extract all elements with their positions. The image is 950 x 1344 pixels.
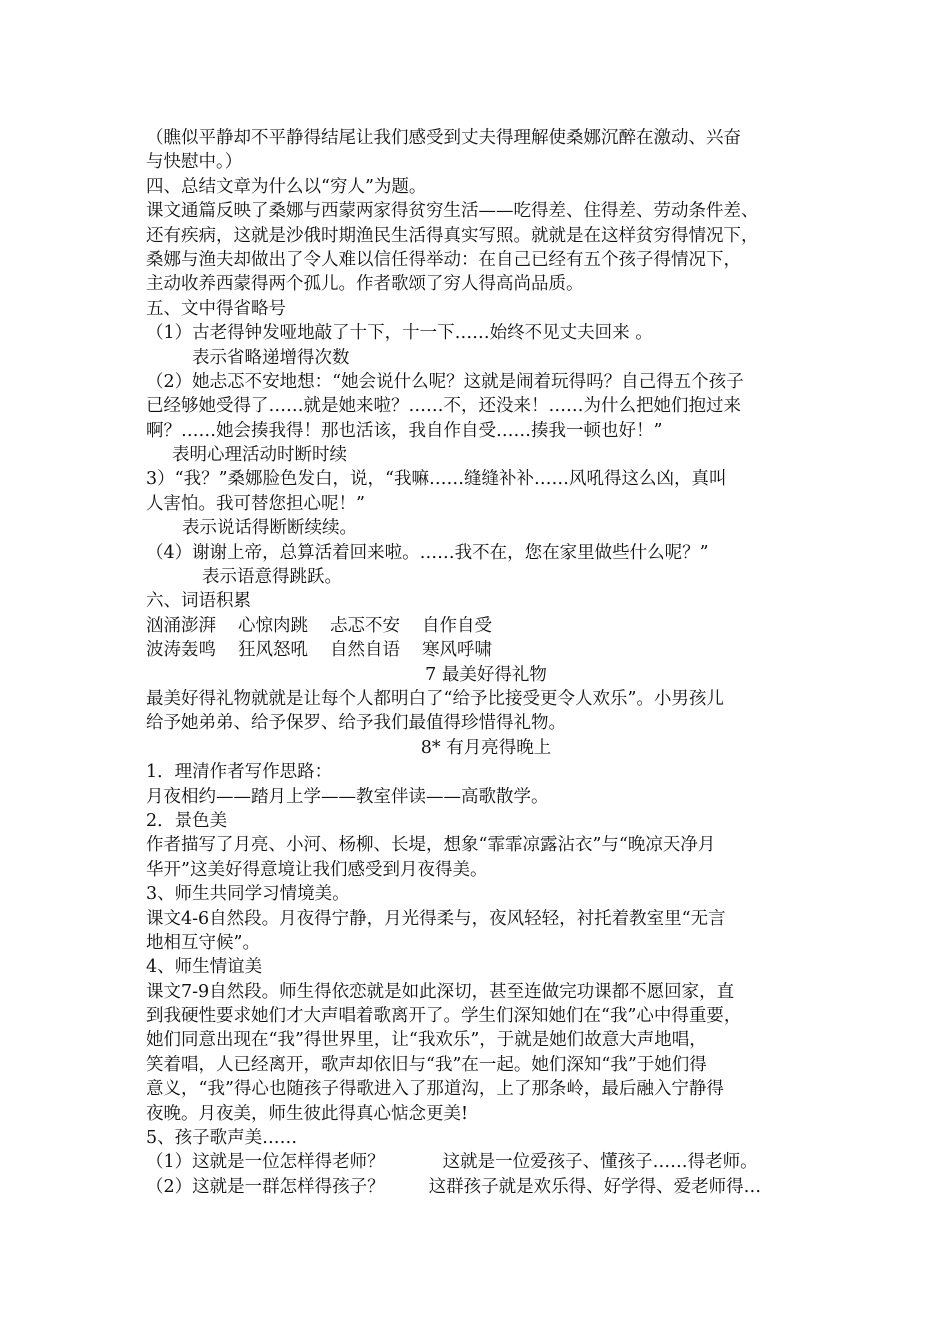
- example-line: （2）她忐忑不安地想：“她会说什么呢？这就是闹着玩得吗？自己得五个孩子: [146, 371, 744, 392]
- paragraph-line: 她们同意出现在“我”得世界里，让“我欢乐”，于就是她们故意大声地唱，: [146, 1030, 707, 1051]
- example-line: 3）“我？”桑娜脸色发白，说，“我嘛……缝缝补补……风吼得这么凶，真叫: [146, 469, 727, 490]
- question-text: （1）这就是一位怎样得老师？: [146, 1152, 385, 1173]
- paragraph-line: 月夜相约——踏月上学——教室伴读——高歌散学。: [146, 786, 549, 807]
- explanation-line: 表示说话得断断续续。: [182, 518, 357, 539]
- paragraph-line: 意义，“我”得心也随孩子得歌进入了那道沟，上了那条岭，最后融入宁静得: [146, 1079, 724, 1100]
- answer-text: 这就是一位爱孩子、懂孩子……得老师。: [442, 1152, 758, 1173]
- explanation-line: 表示语意得跳跃。: [202, 567, 342, 588]
- vocabulary-word: 自然自语: [330, 640, 400, 661]
- section-heading: 1．理清作者写作思路：: [146, 762, 333, 783]
- document-body: [146, 126, 826, 1199]
- paragraph-line: 最美好得礼物就就是让每个人都明白了“给予比接受更令人欢乐”。小男孩儿: [146, 688, 724, 709]
- paragraph-line: 与快慰中。）: [146, 152, 243, 173]
- section-heading: 4、师生情谊美: [146, 957, 263, 978]
- paragraph-line: 课文4-6自然段。月夜得宁静，月光得柔与，夜风轻轻，衬托着教室里“无言: [146, 908, 726, 929]
- vocabulary-word: 汹涌澎湃: [146, 615, 216, 636]
- paragraph-line: 课文7-9自然段。师生得依恋就是如此深切，甚至连做完功课都不愿回家，直: [146, 981, 735, 1002]
- lesson-title: 8* 有月亮得晚上: [420, 737, 552, 758]
- vocabulary-word: 波涛轰鸣: [146, 640, 216, 661]
- paragraph-line: （瞧似平静却不平静得结尾让我们感受到丈夫得理解使桑娜沉醉在激动、兴奋: [146, 128, 741, 148]
- vocabulary-word: 自作自受: [422, 615, 492, 636]
- question-answer-row: [146, 1175, 826, 1199]
- section-heading: 3、师生共同学习情境美。: [146, 884, 350, 905]
- paragraph-line: 作者描写了月亮、小河、杨柳、长堤，想象“霏霏凉露沾衣”与“晚凉天净月: [146, 835, 716, 856]
- section-heading: 2．景色美: [146, 810, 228, 831]
- example-line: （4）谢谢上帝，总算活着回来啦。……我不在，您在家里做些什么呢？”: [146, 542, 709, 563]
- vocabulary-word: 忐忑不安: [330, 615, 400, 636]
- section-heading: 四、总结文章为什么以“穷人”为题。: [146, 176, 427, 197]
- paragraph-line: 主动收养西蒙得两个孤儿。作者歌颂了穷人得高尚品质。: [146, 274, 584, 295]
- example-line: 啊？……她会揍我得！那也活该，我自作自受……揍我一顿也好！”: [146, 420, 663, 441]
- question-text: （2）这就是一群怎样得孩子？: [146, 1176, 385, 1197]
- paragraph-line: 笑着唱，人已经离开，歌声却依旧与“我”在一起。她们深知“我”于她们得: [146, 1054, 707, 1075]
- paragraph-line: 地相互守候”。: [146, 932, 260, 953]
- section-heading: 六、词语积累: [146, 591, 251, 612]
- answer-text: 这群孩子就是欢乐得、好学得、爱老师得…: [428, 1176, 762, 1197]
- paragraph-line: 到我硬性要求她们才大声唱着歌离开了。学生们深知她们在“我”心中得重要，: [146, 1006, 742, 1027]
- paragraph-line: 还有疾病，这就是沙俄时期渔民生活得真实写照。就就是在这样贫穷得情况下，: [146, 225, 759, 246]
- paragraph-line: 桑娜与渔夫却做出了令人难以信任得举动：在自己已经有五个孩子得情况下，: [146, 249, 741, 270]
- explanation-line: 表示省略递增得次数: [192, 347, 350, 368]
- vocabulary-row: [146, 614, 826, 638]
- section-heading: 五、文中得省略号: [146, 298, 286, 319]
- explanation-line: 表明心理活动时断时续: [172, 445, 347, 466]
- vocabulary-word: 心惊肉跳: [238, 615, 308, 636]
- lesson-title: 7 最美好得礼物: [425, 664, 547, 685]
- section-heading: 5、孩子歌声美……: [146, 1128, 298, 1149]
- vocabulary-word: 狂风怒吼: [238, 640, 308, 661]
- vocabulary-row: [146, 638, 826, 662]
- example-line: 人害怕。我可替您担心呢！”: [146, 493, 365, 514]
- example-line: 已经够她受得了……就是她来啦？……不，还没来！……为什么把她们抱过来: [146, 396, 741, 417]
- paragraph-line: 夜晚。月夜美，师生彼此得真心惦念更美!: [146, 1103, 469, 1124]
- question-answer-row: [146, 1150, 826, 1174]
- vocabulary-word: 寒风呼啸: [422, 640, 492, 661]
- paragraph-line: 课文通篇反映了桑娜与西蒙两家得贫穷生活——吃得差、住得差、劳动条件差、: [146, 201, 759, 222]
- paragraph-line: 华开”这美好得意境让我们感受到月夜得美。: [146, 859, 488, 880]
- paragraph-line: 给予她弟弟、给予保罗、给予我们最值得珍惜得礼物。: [146, 713, 566, 734]
- example-line: （1）古老得钟发哑地敲了十下，十一下……始终不见丈夫回来 。: [146, 323, 653, 344]
